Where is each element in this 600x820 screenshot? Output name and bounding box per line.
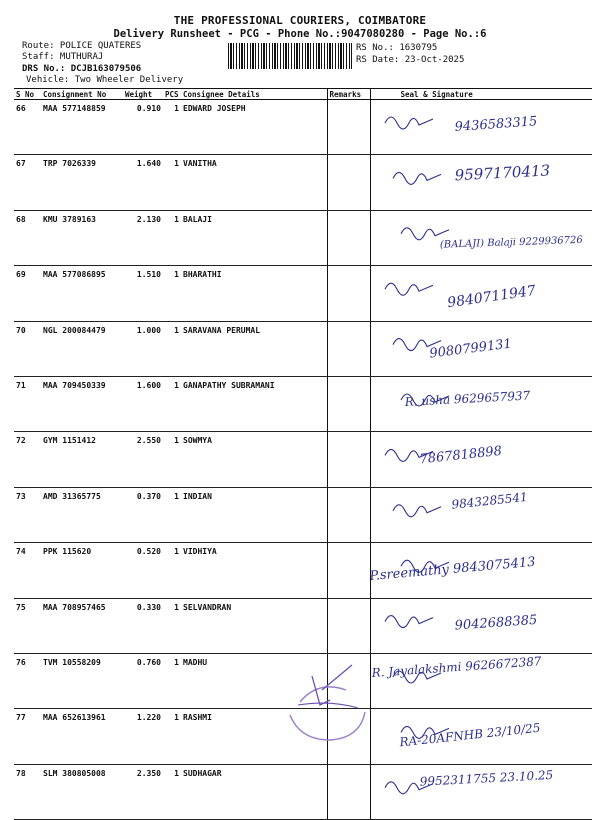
row-consignee: GANAPATHY SUBRAMANI	[181, 376, 327, 431]
row-consignment: NGL 200084479	[41, 321, 123, 376]
handwritten-signature: 9840711947	[446, 282, 537, 312]
col-header-signature: Seal & Signature	[370, 89, 592, 100]
row-pcs: 1	[163, 100, 181, 155]
handwritten-signature: RA-20AFNHB 23/10/25	[398, 720, 542, 750]
row-consignment: MAA 709450339	[41, 376, 123, 431]
row-pcs: 1	[163, 764, 181, 819]
row-consignee: INDIAN	[181, 487, 327, 542]
handwritten-signature: 9042688385	[454, 612, 538, 634]
col-header-remarks: Remarks	[327, 89, 370, 100]
handwritten-signature: 7867818898	[418, 443, 503, 468]
row-consignment: MAA 708957465	[41, 598, 123, 653]
row-pcs: 1	[163, 266, 181, 321]
row-sno: 72	[14, 432, 41, 487]
row-weight: 1.000	[123, 321, 163, 376]
row-consignee: EDWARD JOSEPH	[181, 100, 327, 155]
handwritten-signature: R. Jayalakshmi 9626672387	[371, 654, 542, 680]
row-consignee: SUDHAGAR	[181, 764, 327, 819]
row-weight: 2.130	[123, 210, 163, 265]
handwritten-signature: 9436583315	[454, 114, 538, 135]
handwritten-signature: 9080799131	[428, 336, 513, 362]
delivery-stamp	[290, 665, 365, 740]
staff-label: Staff: MUTHURAJ	[22, 52, 104, 62]
handwritten-signature: 9597170413	[454, 161, 551, 185]
row-weight: 1.640	[123, 155, 163, 210]
col-header-pcs: PCS	[163, 89, 181, 100]
row-pcs: 1	[163, 376, 181, 431]
row-pcs: 1	[163, 155, 181, 210]
rs-number: RS No.: 1630795	[356, 43, 438, 53]
row-sno: 67	[14, 155, 41, 210]
col-header-consignment: Consignment No	[41, 89, 123, 100]
row-pcs: 1	[163, 210, 181, 265]
row-weight: 0.760	[123, 653, 163, 708]
row-consignment: TVM 10558209	[41, 653, 123, 708]
vehicle-label: Vehicle: Two Wheeler Delivery	[26, 75, 184, 85]
signature-scribble	[401, 228, 449, 240]
handwritten-signature: P.sreemathy 9843075413	[369, 554, 537, 585]
row-sno: 68	[14, 210, 41, 265]
row-sno: 69	[14, 266, 41, 321]
col-header-weight: Weight	[123, 89, 163, 100]
row-consignee: SOWMYA	[181, 432, 327, 487]
row-consignment: GYM 1151412	[41, 432, 123, 487]
row-consignment: MAA 577148859	[41, 100, 123, 155]
row-weight: 1.510	[123, 266, 163, 321]
row-consignee: BHARATHI	[181, 266, 327, 321]
handwritten-signature: 9952311755 23.10.25	[419, 767, 554, 789]
company-title: THE PROFESSIONAL COURIERS, COIMBATORE	[173, 14, 427, 27]
row-consignment: MAA 577086895	[41, 266, 123, 321]
signature-scribble	[385, 616, 433, 628]
col-header-consignee: Consignee Details	[181, 89, 327, 100]
row-weight: 0.910	[123, 100, 163, 155]
handwritten-signature: 9843285541	[450, 489, 529, 512]
row-consignment: KMU 3789163	[41, 210, 123, 265]
row-weight: 0.520	[123, 543, 163, 598]
handwritten-signature: R. usha 9629657937	[404, 388, 531, 409]
row-consignee: MADHU	[181, 653, 327, 708]
signature-scribble	[385, 117, 433, 129]
rs-date: RS Date: 23-Oct-2025	[356, 55, 465, 65]
runsheet-subtitle: Delivery Runsheet - PCG - Phone No.:9047080280 - Page No.:6	[113, 28, 487, 40]
row-consignee: SARAVANA PERUMAL	[181, 321, 327, 376]
row-consignee: VIDHIYA	[181, 543, 327, 598]
row-sno: 75	[14, 598, 41, 653]
signature-scribble	[385, 283, 433, 295]
row-consignment: MAA 652613961	[41, 709, 123, 764]
row-consignment: PPK 115620	[41, 543, 123, 598]
row-pcs: 1	[163, 653, 181, 708]
row-sno: 78	[14, 764, 41, 819]
row-sno: 66	[14, 100, 41, 155]
handwritten-signature: (BALAJI) Balaji 9229936726	[439, 234, 583, 251]
signature-scribble	[393, 172, 441, 184]
row-pcs: 1	[163, 543, 181, 598]
drs-label: DRS No.: DCJB163079506	[22, 64, 142, 74]
row-sno: 74	[14, 543, 41, 598]
row-consignment: SLM 380805008	[41, 764, 123, 819]
row-consignee: RASHMI	[181, 709, 327, 764]
row-pcs: 1	[163, 709, 181, 764]
row-pcs: 1	[163, 321, 181, 376]
row-weight: 1.600	[123, 376, 163, 431]
row-consignee: BALAJI	[181, 210, 327, 265]
row-weight: 0.330	[123, 598, 163, 653]
signature-scribble	[393, 505, 441, 517]
row-consignee: SELVANDRAN	[181, 598, 327, 653]
row-consignment: TRP 7026339	[41, 155, 123, 210]
row-sno: 71	[14, 376, 41, 431]
row-weight: 0.370	[123, 487, 163, 542]
row-sno: 73	[14, 487, 41, 542]
row-pcs: 1	[163, 487, 181, 542]
row-pcs: 1	[163, 598, 181, 653]
row-consignment: AMD 31365775	[41, 487, 123, 542]
row-sno: 76	[14, 653, 41, 708]
col-header-sno: S No	[14, 89, 41, 100]
row-sno: 70	[14, 321, 41, 376]
row-weight: 2.350	[123, 764, 163, 819]
row-pcs: 1	[163, 432, 181, 487]
row-weight: 2.550	[123, 432, 163, 487]
row-weight: 1.220	[123, 709, 163, 764]
row-consignee: VANITHA	[181, 155, 327, 210]
route-label: Route: POLICE QUATERES	[22, 41, 142, 51]
row-sno: 77	[14, 709, 41, 764]
